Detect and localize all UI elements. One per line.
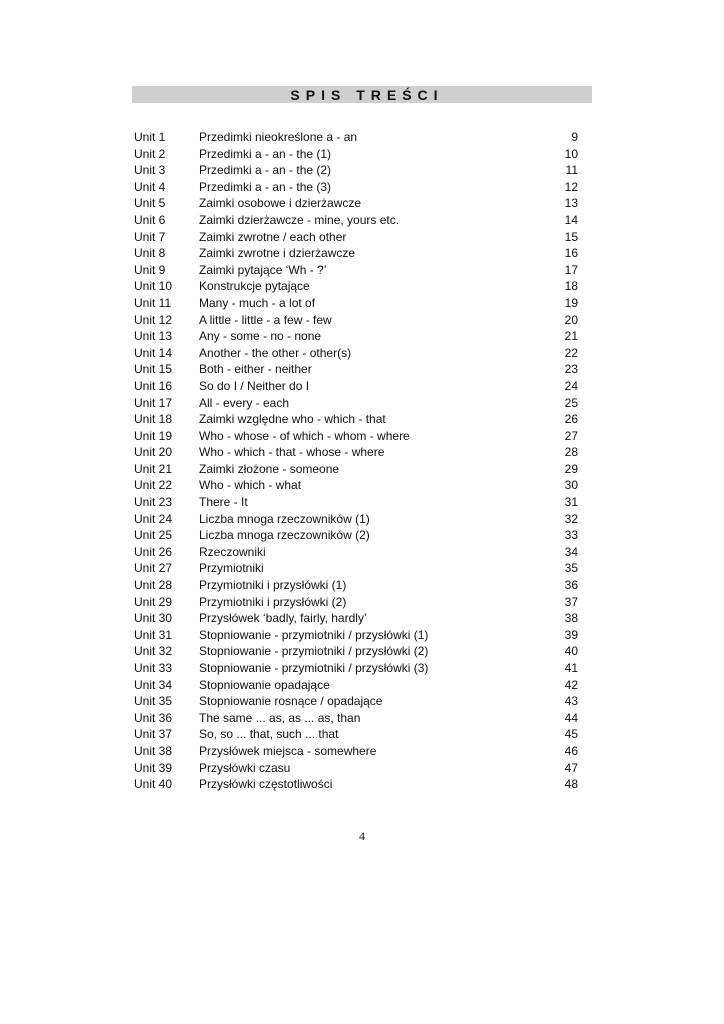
toc-page-number: 18 (564, 279, 578, 294)
toc-topic: Liczba mnoga rzeczowników (1) (199, 511, 370, 526)
toc-unit-label: Unit 9 (134, 262, 166, 277)
toc-page-number: 12 (564, 179, 578, 194)
toc-unit-label: Unit 15 (134, 362, 173, 377)
toc-page-number: 38 (564, 611, 578, 626)
toc-unit-label: Unit 5 (134, 196, 166, 211)
toc-page-number: 43 (564, 694, 578, 709)
toc-unit-label: Unit 19 (134, 428, 173, 443)
toc-unit-label: Unit 25 (134, 528, 173, 543)
toc-unit-label: Unit 40 (134, 777, 173, 792)
toc-unit-label: Unit 1 (134, 130, 166, 144)
toc-topic: Zaimki zwrotne i dzierżawcze (199, 246, 356, 261)
toc-entry (134, 395, 578, 412)
toc-topic: Przedimki nieokreślone a - an (199, 130, 358, 144)
toc-entry (134, 511, 578, 528)
toc-topic: Rzeczowniki (199, 544, 266, 559)
toc-entry (134, 610, 578, 627)
toc-topic: Zaimki dzierżawcze - mine, yours etc. (199, 212, 400, 227)
toc-topic: Stopniowanie - przymiotniki / przysłówki (1) (199, 627, 429, 642)
toc-entry (134, 212, 578, 229)
toc-entry (134, 726, 578, 743)
toc-entry (134, 411, 578, 428)
toc-page-number: 40 (564, 644, 578, 659)
toc-page-number: 10 (564, 146, 578, 161)
toc-entry (134, 560, 578, 577)
toc-entry (134, 494, 578, 511)
toc-entry (134, 162, 578, 179)
toc-page-number: 27 (564, 428, 578, 443)
toc-unit-label: Unit 36 (134, 710, 173, 725)
toc-page-number: 19 (564, 295, 578, 310)
toc-unit-label: Unit 12 (134, 312, 173, 327)
toc-topic: Zaimki pytające ‘Wh - ?’ (199, 262, 327, 277)
toc-topic: There - It (199, 495, 248, 510)
toc-unit-label: Unit 10 (134, 279, 173, 294)
toc-unit-label: Unit 21 (134, 461, 173, 476)
toc-page-number: 32 (564, 511, 578, 526)
toc-entry (134, 461, 578, 478)
toc-entry (134, 760, 578, 777)
toc-page-number: 16 (564, 246, 578, 261)
toc-page-number: 31 (564, 495, 578, 510)
toc-entry (134, 229, 578, 246)
toc-unit-label: Unit 28 (134, 578, 173, 593)
toc-topic: All - every - each (199, 395, 290, 410)
toc-topic: Another - the other - other(s) (199, 345, 352, 360)
toc-entry (134, 328, 578, 345)
toc-topic: Stopniowanie - przymiotniki / przysłówki (2) (199, 644, 429, 659)
toc-unit-label: Unit 17 (134, 395, 173, 410)
page-title: SPIS TREŚCI (132, 86, 592, 103)
toc-page-number: 29 (564, 461, 578, 476)
toc-entry (134, 278, 578, 295)
toc-entry (134, 627, 578, 644)
toc-page-number: 20 (564, 312, 578, 327)
toc-topic: So, so ... that, such ... that (199, 727, 339, 742)
toc-topic: Many - much - a lot of (199, 295, 316, 310)
toc-entry (134, 312, 578, 329)
toc-unit-label: Unit 29 (134, 594, 173, 609)
toc-entry (134, 295, 578, 312)
toc-unit-label: Unit 38 (134, 743, 173, 758)
toc-unit-label: Unit 26 (134, 544, 173, 559)
toc-page-number: 17 (564, 262, 578, 277)
toc-entry (134, 378, 578, 395)
toc-topic: Zaimki osobowe i dzierżawcze (199, 196, 362, 211)
toc-topic: Stopniowanie opadające (199, 677, 330, 692)
table-of-contents (134, 129, 578, 793)
toc-page-number: 22 (564, 345, 578, 360)
toc-entry (134, 660, 578, 677)
toc-unit-label: Unit 6 (134, 212, 166, 227)
toc-page-number: 36 (564, 578, 578, 593)
toc-page-number: 26 (564, 412, 578, 427)
toc-topic: Stopniowanie rosnące / opadające (199, 694, 383, 709)
toc-unit-label: Unit 23 (134, 495, 173, 510)
toc-unit-label: Unit 16 (134, 378, 173, 393)
toc-entry (134, 544, 578, 561)
toc-topic: Konstrukcje pytające (199, 279, 310, 294)
toc-page-number: 48 (564, 777, 578, 792)
toc-unit-label: Unit 4 (134, 179, 166, 194)
toc-entry (134, 361, 578, 378)
toc-page-number: 15 (564, 229, 578, 244)
toc-topic: Who - which - that - whose - where (199, 445, 385, 460)
toc-entry (134, 693, 578, 710)
toc-page-number: 24 (564, 378, 578, 393)
toc-page-number: 30 (564, 478, 578, 493)
toc-unit-label: Unit 18 (134, 412, 173, 427)
toc-page-number: 33 (564, 528, 578, 543)
toc-unit-label: Unit 22 (134, 478, 173, 493)
toc-page-number: 14 (564, 212, 578, 227)
toc-entry (134, 345, 578, 362)
toc-page-number: 21 (564, 329, 578, 344)
toc-unit-label: Unit 11 (134, 295, 172, 310)
toc-topic: A little - little - a few - few (199, 312, 332, 327)
toc-topic: Przymiotniki i przysłówki (2) (199, 594, 347, 609)
toc-entry (134, 677, 578, 694)
toc-topic: Przysłówek ‘badly, fairly, hardly’ (199, 611, 367, 626)
toc-unit-label: Unit 31 (134, 627, 173, 642)
toc-unit-label: Unit 2 (134, 146, 166, 161)
toc-page-number: 41 (564, 661, 578, 675)
toc-entry (134, 477, 578, 494)
toc-unit-label: Unit 33 (134, 661, 173, 675)
toc-page-number: 35 (564, 561, 578, 576)
toc-page-number: 45 (564, 727, 578, 742)
toc-unit-label: Unit 3 (134, 163, 166, 178)
toc-topic: The same ... as, as ... as, than (199, 710, 361, 725)
toc-topic: Who - whose - of which - whom - where (199, 428, 410, 443)
toc-topic: Przedimki a - an - the (1) (199, 146, 332, 161)
toc-topic: Stopniowanie - przymiotniki / przysłówki (3) (199, 661, 429, 675)
toc-unit-label: Unit 8 (134, 246, 166, 261)
toc-entry (134, 179, 578, 196)
toc-page-number: 44 (564, 710, 578, 725)
toc-entry (134, 262, 578, 279)
toc-unit-label: Unit 30 (134, 611, 173, 626)
toc-unit-label: Unit 27 (134, 561, 173, 576)
toc-page-number: 9 (571, 130, 578, 144)
toc-entry (134, 146, 578, 163)
toc-entry (134, 710, 578, 727)
toc-entry (134, 577, 578, 594)
toc-topic: So do I / Neither do I (199, 378, 310, 393)
toc-unit-label: Unit 32 (134, 644, 173, 659)
toc-entry (134, 776, 578, 793)
toc-page-number: 37 (564, 594, 578, 609)
toc-topic: Zaimki złożone - someone (199, 461, 340, 476)
toc-topic: Przedimki a - an - the (3) (199, 179, 332, 194)
toc-page-number: 39 (564, 627, 578, 642)
toc-topic: Both - either - neither (199, 362, 312, 377)
toc-page-number: 25 (564, 395, 578, 410)
toc-unit-label: Unit 37 (134, 727, 173, 742)
toc-unit-label: Unit 34 (134, 677, 173, 692)
toc-topic: Przysłówki czasu (199, 760, 291, 775)
toc-unit-label: Unit 20 (134, 445, 173, 460)
toc-page-number: 28 (564, 445, 578, 460)
toc-topic: Zaimki zwrotne / each other (199, 229, 347, 244)
toc-unit-label: Unit 7 (134, 229, 166, 244)
toc-page-number: 13 (564, 196, 578, 211)
toc-entry (134, 444, 578, 461)
toc-entry (134, 743, 578, 760)
toc-unit-label: Unit 14 (134, 345, 173, 360)
toc-page-number: 23 (564, 362, 578, 377)
toc-entry (134, 129, 578, 146)
toc-unit-label: Unit 24 (134, 511, 173, 526)
toc-unit-label: Unit 35 (134, 694, 173, 709)
toc-topic: Przymiotniki (199, 561, 264, 576)
toc-page-number: 42 (564, 677, 578, 692)
page-number: 4 (359, 829, 365, 843)
toc-page-number: 46 (564, 743, 578, 758)
toc-topic: Who - which - what (199, 478, 302, 493)
toc-unit-label: Unit 39 (134, 760, 173, 775)
toc-entry (134, 428, 578, 445)
toc-unit-label: Unit 13 (134, 329, 173, 344)
toc-topic: Przysłówki częstotliwości (199, 777, 333, 792)
toc-topic: Przymiotniki i przysłówki (1) (199, 578, 347, 593)
toc-page-number: 47 (564, 760, 578, 775)
toc-entry (134, 594, 578, 611)
toc-entry (134, 527, 578, 544)
toc-topic: Liczba mnoga rzeczowników (2) (199, 528, 370, 543)
toc-entry (134, 195, 578, 212)
toc-page-number: 34 (564, 544, 578, 559)
toc-topic: Any - some - no - none (199, 329, 322, 344)
toc-topic: Przysłówek miejsca - somewhere (199, 743, 377, 758)
toc-entry (134, 643, 578, 660)
toc-topic: Przedimki a - an - the (2) (199, 163, 332, 178)
toc-topic: Zaimki względne who - which - that (199, 412, 386, 427)
toc-entry (134, 245, 578, 262)
toc-page-number: 11 (565, 163, 578, 178)
